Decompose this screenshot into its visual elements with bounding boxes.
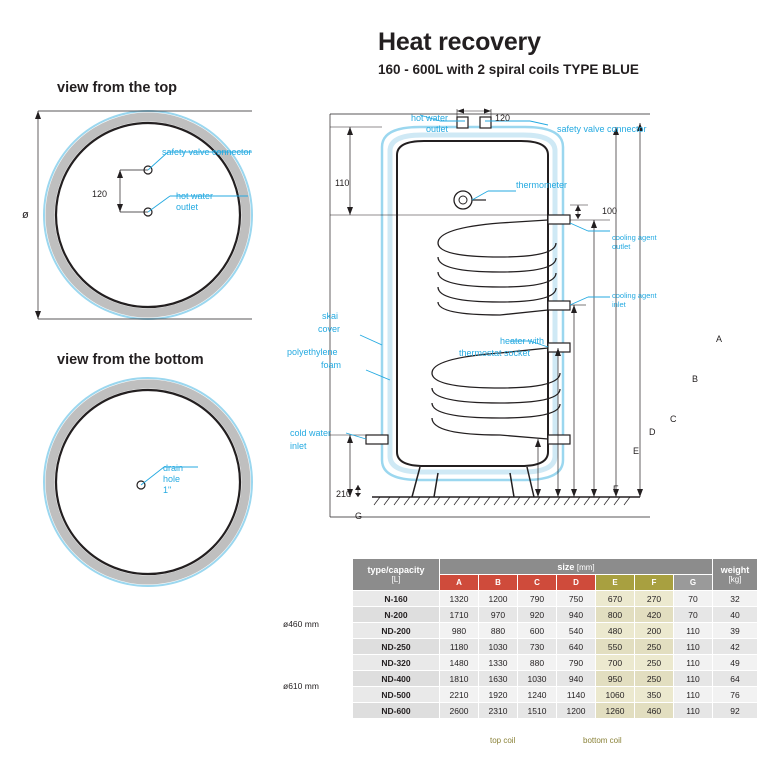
cell-f: 350 [635, 687, 674, 703]
row-name: N-160 [353, 591, 440, 607]
table-row [353, 703, 758, 719]
header-type-capacity-unit: [L] [391, 575, 401, 584]
dim-C: C [670, 414, 677, 424]
cell-f: 200 [635, 623, 674, 639]
cell-d: 1200 [557, 703, 596, 719]
table-row [353, 591, 758, 607]
bottom-view-drawing [20, 375, 340, 595]
cell-c: 1030 [518, 671, 557, 687]
dim-210: 210 [336, 489, 352, 499]
cell-g: 110 [674, 623, 713, 639]
cell-g: 70 [674, 607, 713, 623]
cell-f: 420 [635, 607, 674, 623]
top-view-diameter-symbol: ø [22, 209, 29, 221]
header-type-capacity [353, 559, 440, 591]
cell-b: 1920 [479, 687, 518, 703]
cell-weight: 64 [713, 671, 758, 687]
header-col-d: D [557, 575, 596, 591]
cell-g: 70 [674, 591, 713, 607]
cell-weight: 40 [713, 607, 758, 623]
diameter-460-label: ø460 mm [283, 619, 319, 629]
dim-100: 100 [602, 206, 618, 216]
cell-a: 1320 [440, 591, 479, 607]
view-top-title: view from the top [57, 80, 178, 96]
row-name: ND-500 [353, 687, 440, 703]
cell-b: 880 [479, 623, 518, 639]
header-col-e: E [596, 575, 635, 591]
row-name: N-200 [353, 607, 440, 623]
page-title: Heat recovery [378, 28, 541, 56]
cell-d: 1140 [557, 687, 596, 703]
header-size-unit: [mm] [576, 562, 595, 572]
cell-d: 540 [557, 623, 596, 639]
cell-f: 250 [635, 671, 674, 687]
top-view-dim-120: 120 [92, 189, 108, 199]
dim-F: F [613, 484, 619, 494]
dim-B: B [692, 374, 699, 384]
cell-weight: 92 [713, 703, 758, 719]
cell-e: 1260 [596, 703, 635, 719]
cell-c: 880 [518, 655, 557, 671]
header-col-c: C [518, 575, 557, 591]
coldwater-inlet-label-1: cold water [290, 428, 332, 438]
polyethylene-foam-label-2: foam [321, 360, 342, 370]
cell-weight: 42 [713, 639, 758, 655]
page-subtitle: 160 - 600L with 2 spiral coils TYPE BLUE [378, 62, 639, 77]
cell-weight: 76 [713, 687, 758, 703]
header-weight [713, 559, 758, 591]
cell-b: 1200 [479, 591, 518, 607]
polyethylene-foam-label-1: polyethylene [287, 347, 338, 357]
skai-cover-label-2: cover [318, 324, 341, 334]
cooling-agent-inlet-label-2: inlet [612, 300, 626, 309]
cell-e: 480 [596, 623, 635, 639]
header-type-capacity-text: type/capacity [367, 565, 425, 575]
cell-b: 970 [479, 607, 518, 623]
row-name: ND-400 [353, 671, 440, 687]
table-row [353, 655, 758, 671]
cooling-agent-inlet-label-1: cooling agent [612, 291, 657, 300]
header-col-g: G [674, 575, 713, 591]
top-view-safety-valve-label: safety valve connector [162, 147, 252, 157]
cell-f: 250 [635, 655, 674, 671]
header-col-b: B [479, 575, 518, 591]
cell-f: 270 [635, 591, 674, 607]
cell-g: 110 [674, 703, 713, 719]
cell-c: 920 [518, 607, 557, 623]
cell-a: 1710 [440, 607, 479, 623]
cell-a: 1810 [440, 671, 479, 687]
cell-weight: 39 [713, 623, 758, 639]
specification-table [352, 558, 758, 719]
cell-d: 940 [557, 671, 596, 687]
dim-120-top: 120 [495, 113, 511, 123]
cell-g: 110 [674, 655, 713, 671]
cell-e: 950 [596, 671, 635, 687]
note-top-coil: top coil [490, 736, 516, 745]
row-name: ND-600 [353, 703, 440, 719]
diameter-610-label: ø610 mm [283, 681, 319, 691]
cell-a: 1180 [440, 639, 479, 655]
cell-f: 250 [635, 639, 674, 655]
row-name: ND-250 [353, 639, 440, 655]
cell-e: 670 [596, 591, 635, 607]
top-view-drawing [20, 100, 340, 330]
table-row [353, 639, 758, 655]
cell-b: 1630 [479, 671, 518, 687]
cell-g: 110 [674, 687, 713, 703]
bottom-view-drain-label-1: drain [163, 463, 184, 473]
cell-d: 750 [557, 591, 596, 607]
table-row [353, 607, 758, 623]
note-bottom-coil: bottom coil [583, 736, 622, 745]
table-row [353, 671, 758, 687]
thermometer-label: thermometer [516, 180, 568, 190]
cell-b: 2310 [479, 703, 518, 719]
cell-c: 1510 [518, 703, 557, 719]
view-bottom-title: view from the bottom [57, 352, 204, 368]
header-weight-text: weight [720, 565, 750, 575]
cell-weight: 32 [713, 591, 758, 607]
cell-g: 110 [674, 639, 713, 655]
dim-G: G [355, 511, 363, 521]
cell-c: 1240 [518, 687, 557, 703]
row-name: ND-320 [353, 655, 440, 671]
cell-b: 1030 [479, 639, 518, 655]
top-view-hotwater-label-1: hot water [176, 191, 214, 201]
cell-weight: 49 [713, 655, 758, 671]
cell-g: 110 [674, 671, 713, 687]
header-col-f: F [635, 575, 674, 591]
cell-c: 600 [518, 623, 557, 639]
cell-e: 700 [596, 655, 635, 671]
main-view-drawing [320, 105, 750, 535]
dim-110: 110 [335, 178, 350, 188]
cell-a: 2210 [440, 687, 479, 703]
hotwater-outlet-label-2: outlet [425, 124, 448, 134]
cell-e: 1060 [596, 687, 635, 703]
safety-valve-connector-label: safety valve connector [557, 124, 647, 134]
top-view-hotwater-label-2: outlet [176, 202, 199, 212]
header-col-a: A [440, 575, 479, 591]
cell-b: 1330 [479, 655, 518, 671]
cell-d: 640 [557, 639, 596, 655]
header-size [440, 559, 713, 575]
header-weight-unit: [kg] [728, 575, 742, 584]
dim-D: D [649, 427, 656, 437]
cell-a: 1480 [440, 655, 479, 671]
cell-e: 550 [596, 639, 635, 655]
cell-c: 790 [518, 591, 557, 607]
cell-a: 980 [440, 623, 479, 639]
cooling-agent-outlet-label-2: outlet [612, 242, 631, 251]
table-header-row-1 [353, 559, 758, 575]
heater-label-1: heater with [500, 336, 545, 346]
cell-c: 730 [518, 639, 557, 655]
bottom-view-drain-label-2: hole [163, 474, 181, 484]
header-size-text: size [557, 561, 575, 572]
coldwater-inlet-label-2: inlet [290, 441, 307, 451]
skai-cover-label-1: skai [322, 311, 339, 321]
dim-A: A [716, 334, 723, 344]
cell-e: 800 [596, 607, 635, 623]
heater-label-2: thermostat socket [459, 348, 531, 358]
table-row [353, 687, 758, 703]
cell-a: 2600 [440, 703, 479, 719]
hotwater-outlet-label-1: hot water [410, 113, 448, 123]
bottom-view-drain-label-3: 1" [163, 485, 172, 495]
row-name: ND-200 [353, 623, 440, 639]
cell-f: 460 [635, 703, 674, 719]
dim-E: E [633, 446, 640, 456]
cell-d: 940 [557, 607, 596, 623]
table-row [353, 623, 758, 639]
cell-d: 790 [557, 655, 596, 671]
cooling-agent-outlet-label-1: cooling agent [612, 233, 657, 242]
